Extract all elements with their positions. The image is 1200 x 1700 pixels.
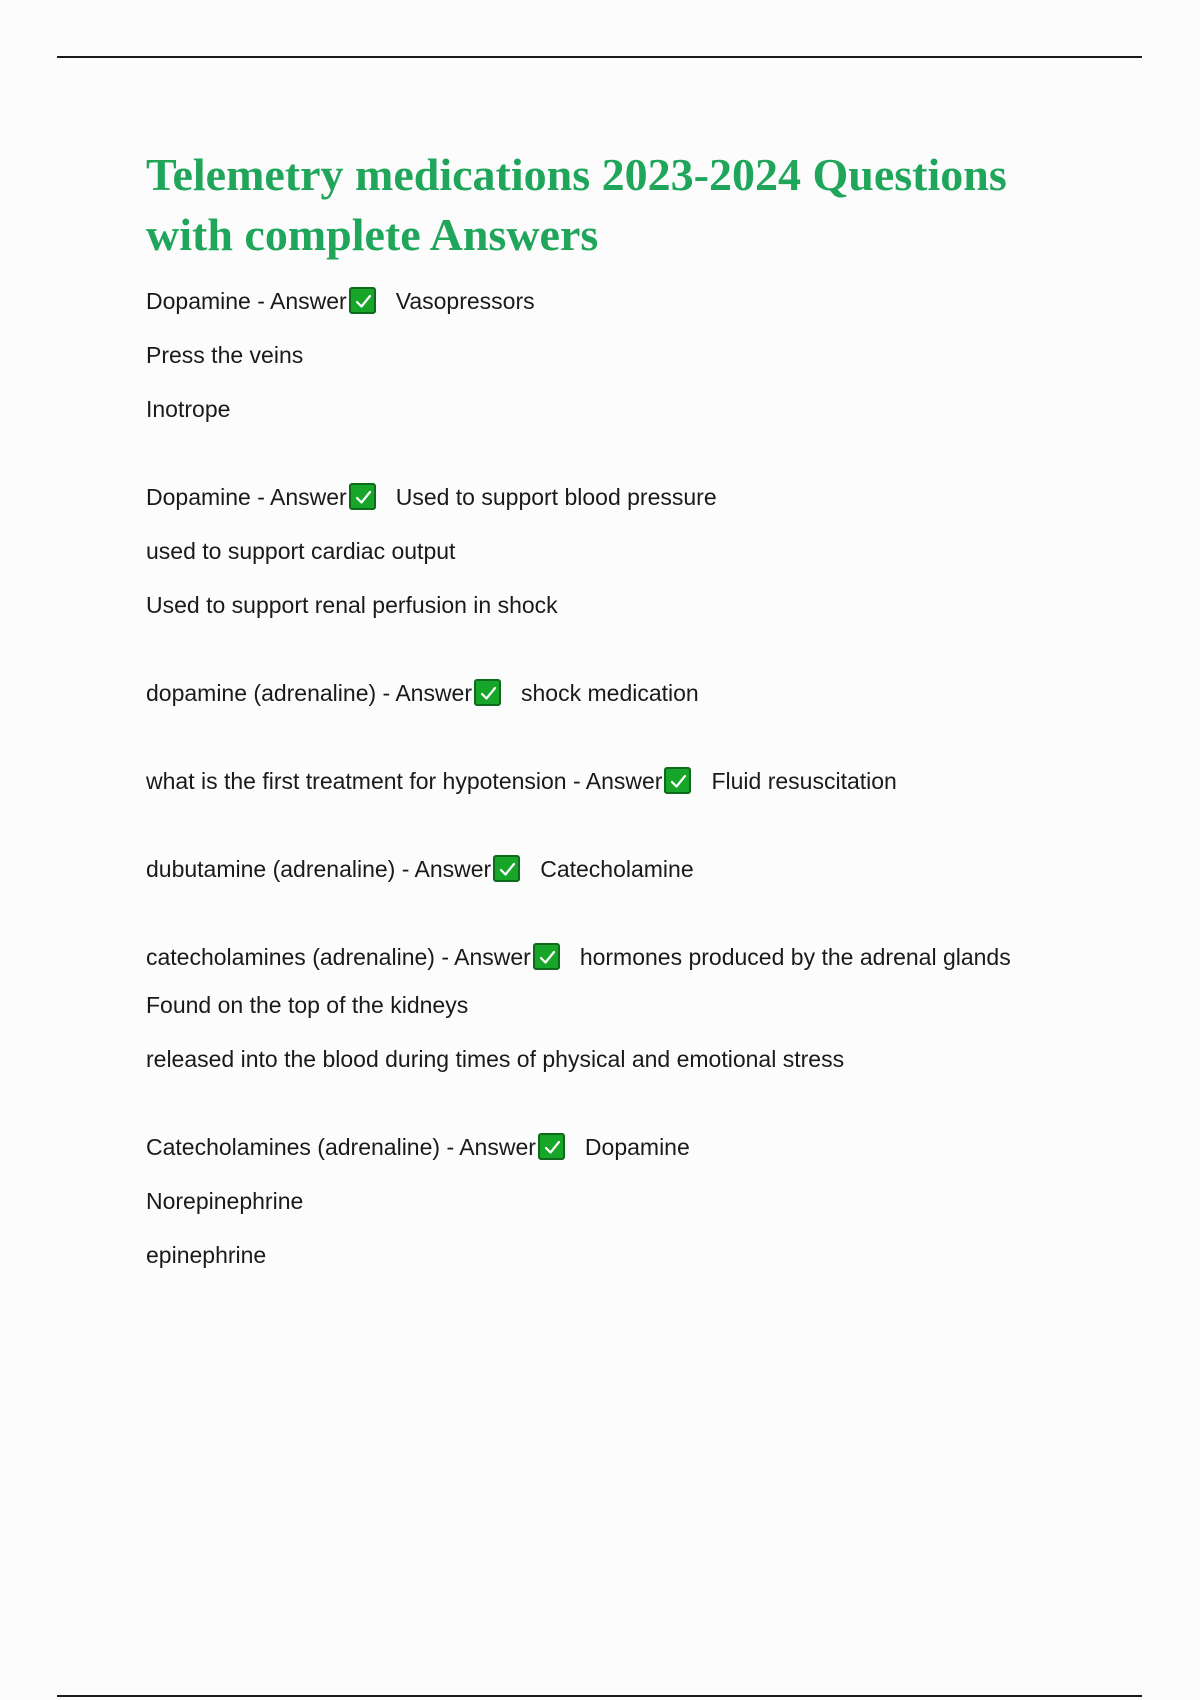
document-title: Telemetry medications 2023-2024 Questions with complete Answers: [146, 149, 1007, 260]
check-mark-icon: [349, 287, 376, 314]
question-text: what is the first treatment for hypotension - Answer: [146, 768, 663, 794]
answer-detail: Norepinephrine: [146, 1188, 304, 1214]
answer-detail: epinephrine: [146, 1242, 267, 1268]
header-rule: [57, 56, 1142, 58]
answer-text: Vasopressors: [395, 288, 535, 314]
question-line: [146, 851, 1076, 887]
answer-text: Fluid resuscitation: [711, 768, 897, 794]
qa-item-6: [146, 939, 1076, 1077]
check-mark-icon: [538, 1133, 565, 1160]
question-line: [146, 479, 1076, 515]
qa-item-4: [146, 763, 1076, 799]
answer-detail: Inotrope: [146, 396, 231, 422]
question-text: dubutamine (adrenaline) - Answer: [146, 856, 492, 882]
answer-text: shock medication: [521, 680, 699, 706]
qa-item-2: [146, 479, 1076, 623]
question-text: Catecholamines (adrenaline) - Answer: [146, 1134, 536, 1160]
document-body: [146, 145, 1076, 1291]
answer-detail: Press the veins: [146, 342, 304, 368]
question-line: [146, 763, 1076, 799]
answer-detail: Found on the top of the kidneys: [146, 992, 469, 1018]
qa-item-5: [146, 851, 1076, 887]
check-mark-icon: [349, 483, 376, 510]
question-text: dopamine (adrenaline) - Answer: [146, 680, 473, 706]
answer-text: Used to support blood pressure: [395, 484, 717, 510]
question-text: catecholamines (adrenaline) - Answer: [146, 944, 531, 970]
check-mark-icon: [533, 943, 560, 970]
question-line: [146, 283, 1076, 319]
check-mark-icon: [664, 767, 691, 794]
question-line: [146, 939, 1076, 975]
answer-detail: used to support cardiac output: [146, 538, 456, 564]
answer-text: Catecholamine: [540, 856, 694, 882]
qa-item-7: [146, 1129, 1076, 1273]
answer-text: Dopamine: [584, 1134, 690, 1160]
qa-item-3: [146, 675, 1076, 711]
question-text: Dopamine - Answer: [146, 484, 347, 510]
question-text: Dopamine - Answer: [146, 288, 347, 314]
question-line: [146, 675, 1076, 711]
answer-detail: released into the blood during times of physical and emotional stress: [146, 1046, 845, 1072]
footer-rule: [57, 1695, 1142, 1697]
question-line: [146, 1129, 1076, 1165]
check-mark-icon: [474, 679, 501, 706]
answer-text: hormones produced by the adrenal glands: [579, 944, 1011, 970]
qa-item-1: [146, 283, 1076, 427]
check-mark-icon: [493, 855, 520, 882]
answer-detail: Used to support renal perfusion in shock: [146, 592, 558, 618]
